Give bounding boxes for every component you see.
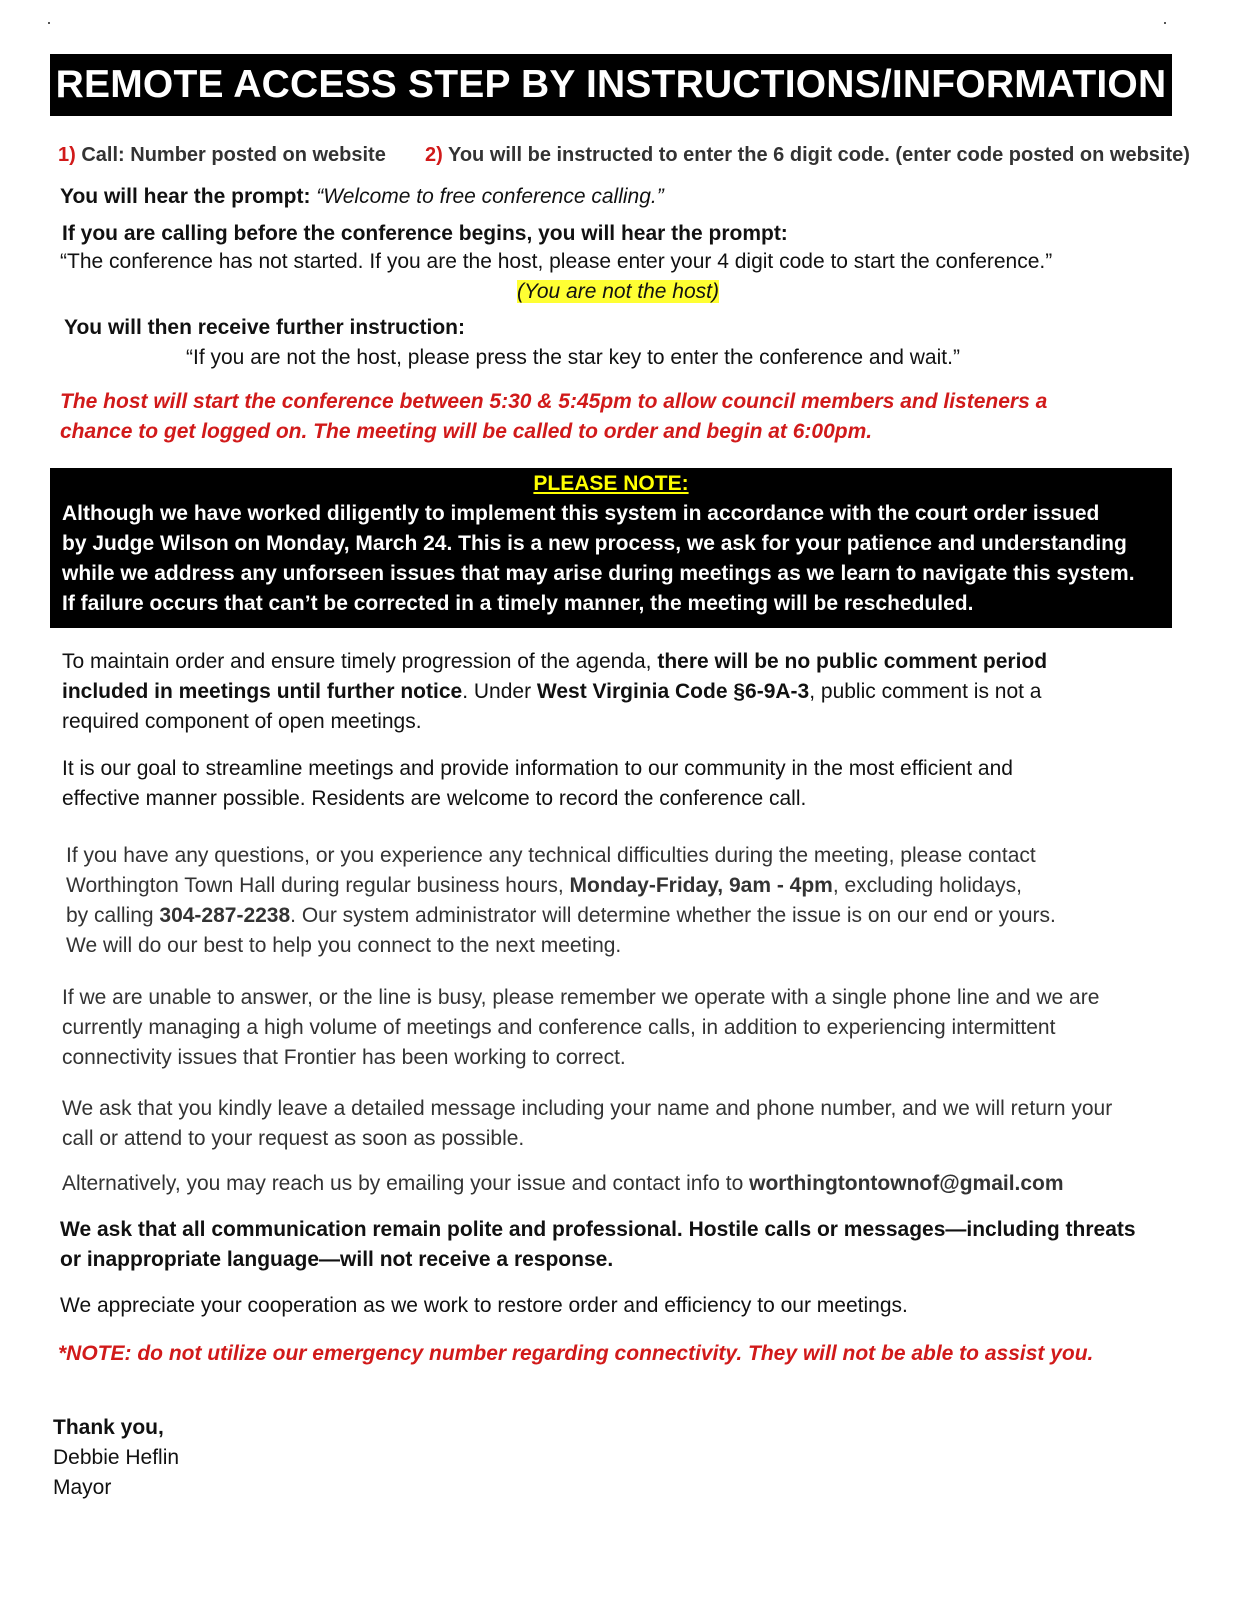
prompt3-quote: “If you are not the host, please press the star key to enter the conference and wait.”	[186, 346, 960, 369]
signature-thanks: Thank you,	[53, 1416, 164, 1439]
prompt1-line	[60, 185, 664, 209]
message-line1: We ask that you kindly leave a detailed message including your name and phone number, and we will return your	[62, 1097, 1113, 1120]
email-address: worthingtontownof@gmail.com	[749, 1172, 1064, 1195]
questions-text: , excluding holidays,	[832, 874, 1022, 897]
please-note-box	[50, 468, 1172, 628]
email-text: Alternatively, you may reach us by emailing your issue and contact info to	[62, 1172, 750, 1195]
step2-number: 2)	[424, 144, 443, 166]
step1-text: Call: Number posted on website	[81, 144, 386, 166]
questions-text: Worthington Town Hall during regular business hours,	[66, 874, 570, 897]
email-line	[62, 1172, 1064, 1196]
business-hours: Monday-Friday, 9am - 4pm	[569, 874, 833, 897]
red-notice-line2: chance to get logged on. The meeting will be called to order and begin at 6:00pm.	[60, 420, 873, 443]
red-notice-line1: The host will start the conference between 5:30 & 5:45pm to allow council members and listeners a	[60, 390, 1048, 413]
polite-line2: or inappropriate language—will not receive a response.	[60, 1248, 614, 1271]
prompt3-label: You will then receive further instruction:	[64, 316, 465, 339]
phone-number: 304-287-2238	[159, 904, 291, 927]
prompt1-quote: “Welcome to free conference calling.”	[316, 185, 664, 208]
questions-line3	[66, 904, 1056, 928]
public-comment-bold: included in meetings until further notice	[62, 680, 463, 703]
busy-line3: connectivity issues that Frontier has been working to correct.	[62, 1046, 626, 1069]
prompt2-quote: “The conference has not started. If you are the host, please enter your 4 digit code to start the conference.”	[60, 250, 1053, 273]
emergency-note: *NOTE: do not utilize our emergency number regarding connectivity. They will not be able to assist you.	[58, 1342, 1094, 1365]
public-comment-bold: there will be no public comment period	[657, 650, 1048, 673]
prompt2-highlight-row	[0, 280, 1236, 304]
busy-line1: If we are unable to answer, or the line is busy, please remember we operate with a single phone line and we are	[62, 986, 1100, 1009]
steps-line	[58, 144, 1190, 167]
corner-dot-right	[1164, 22, 1166, 24]
signature-title: Mayor	[53, 1476, 112, 1499]
corner-dot-left	[48, 22, 50, 24]
questions-text: . Our system administrator will determine whether the issue is on our end or yours.	[290, 904, 1056, 927]
public-comment-text: . Under	[462, 680, 537, 703]
goal-line1: It is our goal to streamline meetings and provide information to our community in the most efficient and	[62, 757, 1013, 780]
busy-line2: currently managing a high volume of meetings and conference calls, in addition to experiencing intermittent	[62, 1016, 1056, 1039]
public-comment-text: , public comment is not a	[809, 680, 1042, 703]
step1-number: 1)	[58, 144, 76, 166]
questions-line2	[66, 874, 1022, 898]
not-host-highlight: (You are not the host)	[517, 280, 719, 303]
signature-name: Debbie Heflin	[53, 1446, 180, 1469]
polite-line1: We ask that all communication remain polite and professional. Hostile calls or messages—including threats	[60, 1218, 1136, 1241]
please-note-line: by Judge Wilson on Monday, March 24. This is a new process, we ask for your patience and understanding	[62, 532, 1127, 555]
public-comment-text: To maintain order and ensure timely progression of the agenda,	[62, 650, 658, 673]
please-note-line: while we address any unforseen issues that may arise during meetings as we learn to navigate this system.	[62, 562, 1135, 585]
prompt1-label: You will hear the prompt:	[60, 185, 311, 208]
step2-text: You will be instructed to enter the 6 digit code. (enter code posted on website)	[447, 144, 1190, 166]
please-note-line: Although we have worked diligently to implement this system in accordance with the court order issued	[62, 502, 1100, 525]
questions-text: by calling	[66, 904, 160, 927]
public-comment-line2	[62, 680, 1042, 704]
wv-code: West Virginia Code §6-9A-3	[536, 680, 810, 703]
questions-line1: If you have any questions, or you experience any technical difficulties during the meeting, please contact	[66, 844, 1036, 867]
goal-line2: effective manner possible. Residents are welcome to record the conference call.	[62, 787, 807, 810]
public-comment-line1	[62, 650, 1047, 674]
appreciate-line: We appreciate your cooperation as we work to restore order and efficiency to our meetings.	[60, 1294, 908, 1317]
message-line2: call or attend to your request as soon as possible.	[62, 1127, 525, 1150]
page-title: REMOTE ACCESS STEP BY INSTRUCTIONS/INFORMATION	[50, 54, 1172, 116]
public-comment-line3: required component of open meetings.	[62, 710, 422, 733]
please-note-title: PLEASE NOTE:	[533, 472, 689, 495]
questions-line4: We will do our best to help you connect to the next meeting.	[66, 934, 622, 957]
please-note-line: If failure occurs that can’t be corrected in a timely manner, the meeting will be rescheduled.	[62, 592, 974, 615]
prompt2-label: If you are calling before the conference begins, you will hear the prompt:	[62, 222, 788, 245]
